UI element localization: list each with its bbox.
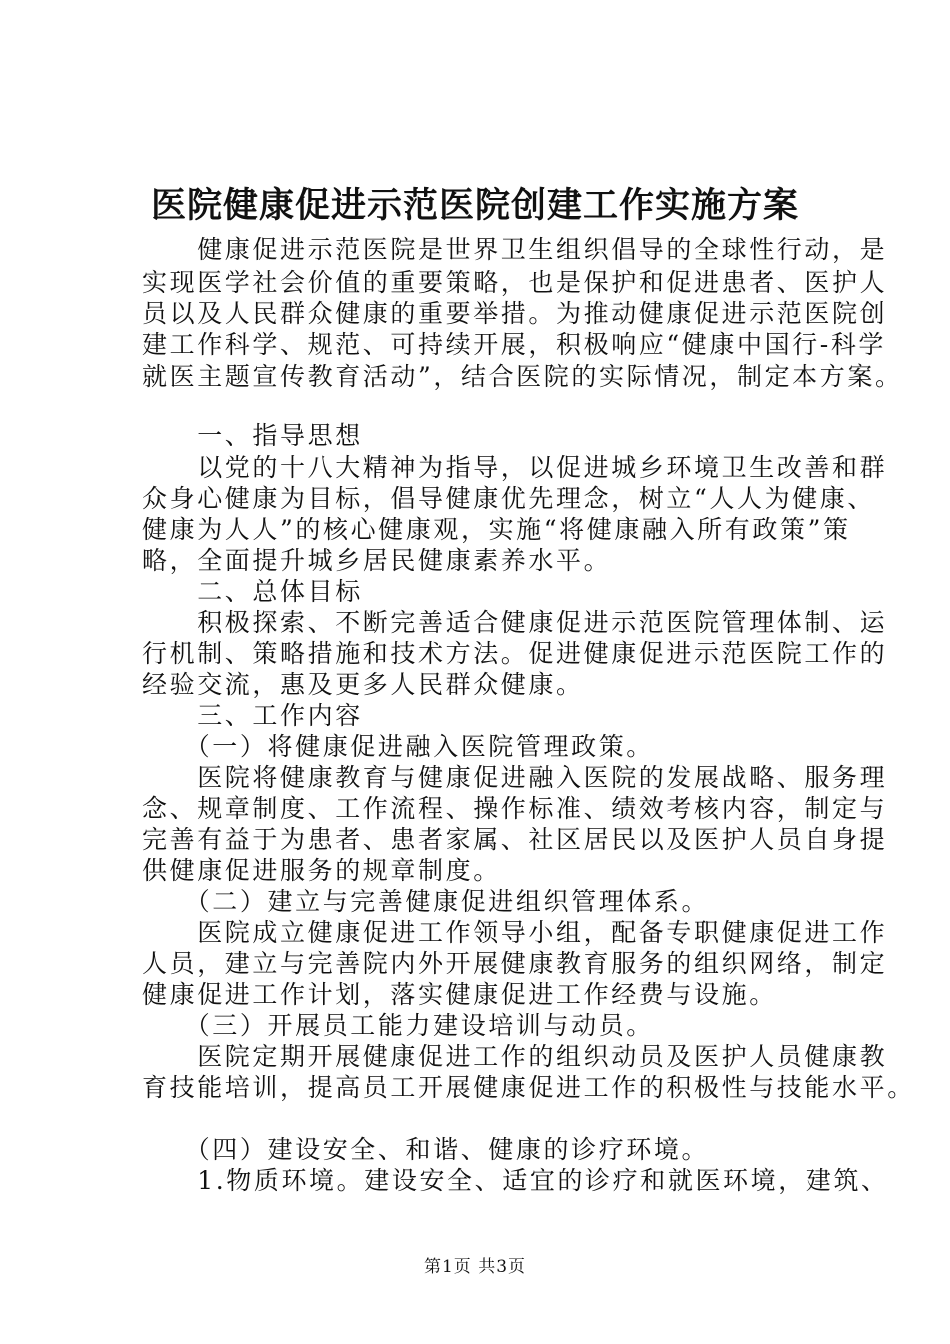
- document-title: 医院健康促进示范医院创建工作实施方案: [150, 185, 799, 226]
- body-line: 员以及人民群众健康的重要举措。为推动健康促进示范医院创: [142, 299, 888, 328]
- subsection-heading: （二）建立与完善健康促进组织管理体系。: [142, 887, 710, 916]
- body-line: 完善有益于为患者、患者家属、社区居民以及医护人员自身提: [142, 825, 888, 854]
- subsection-heading: （四）建设安全、和谐、健康的诊疗环境。: [142, 1135, 710, 1164]
- body-line: 医院将健康教育与健康促进融入医院的发展战略、服务理: [142, 763, 888, 792]
- body-line: 供健康促进服务的规章制度。: [142, 856, 501, 885]
- body-line: 实现医学社会价值的重要策略，也是保护和促进患者、医护人: [142, 268, 888, 297]
- body-line: 念、规章制度、工作流程、操作标准、绩效考核内容，制定与: [142, 794, 888, 823]
- subsection-heading: （三）开展员工能力建设培训与动员。: [142, 1011, 654, 1040]
- section-heading: 一、指导思想: [142, 421, 363, 450]
- body-line: 健康为人人”的核心健康观，实施“将健康融入所有政策”策: [142, 515, 851, 544]
- body-line: 行机制、策略措施和技术方法。促进健康促进示范医院工作的: [142, 639, 888, 668]
- body-line: 就医主题宣传教育活动”，结合医院的实际情况，制定本方案。: [142, 362, 903, 391]
- body-line: 以党的十八大精神为指导，以促进城乡环境卫生改善和群: [142, 453, 888, 482]
- body-line: 积极探索、不断完善适合健康促进示范医院管理体制、运: [142, 608, 888, 637]
- body-line: 众身心健康为目标，倡导健康优先理念，树立“人人为健康、: [142, 484, 875, 513]
- body-line: 建工作科学、规范、可持续开展，积极响应“健康中国行-科学: [142, 330, 887, 359]
- body-line: 健康促进示范医院是世界卫生组织倡导的全球性行动，是: [142, 235, 888, 264]
- section-heading: 二、总体目标: [142, 577, 363, 606]
- body-line: 医院成立健康促进工作领导小组，配备专职健康促进工作: [142, 918, 888, 947]
- body-line: 经验交流，惠及更多人民群众健康。: [142, 670, 584, 699]
- body-line: 健康促进工作计划，落实健康促进工作经费与设施。: [142, 980, 777, 1009]
- section-heading: 三、工作内容: [142, 701, 363, 730]
- body-line: 1.物质环境。建设安全、适宜的诊疗和就医环境，建筑、: [142, 1166, 889, 1195]
- body-line: 人员，建立与完善院内外开展健康教育服务的组织网络，制定: [142, 949, 888, 978]
- body-line: 育技能培训，提高员工开展健康促进工作的积极性与技能水平。: [142, 1073, 915, 1102]
- subsection-heading: （一）将健康促进融入医院管理政策。: [142, 732, 654, 761]
- body-line: 医院定期开展健康促进工作的组织动员及医护人员健康教: [142, 1042, 888, 1071]
- body-line: 略，全面提升城乡居民健康素养水平。: [142, 546, 612, 575]
- page-footer: 第1页 共3页: [423, 1257, 527, 1277]
